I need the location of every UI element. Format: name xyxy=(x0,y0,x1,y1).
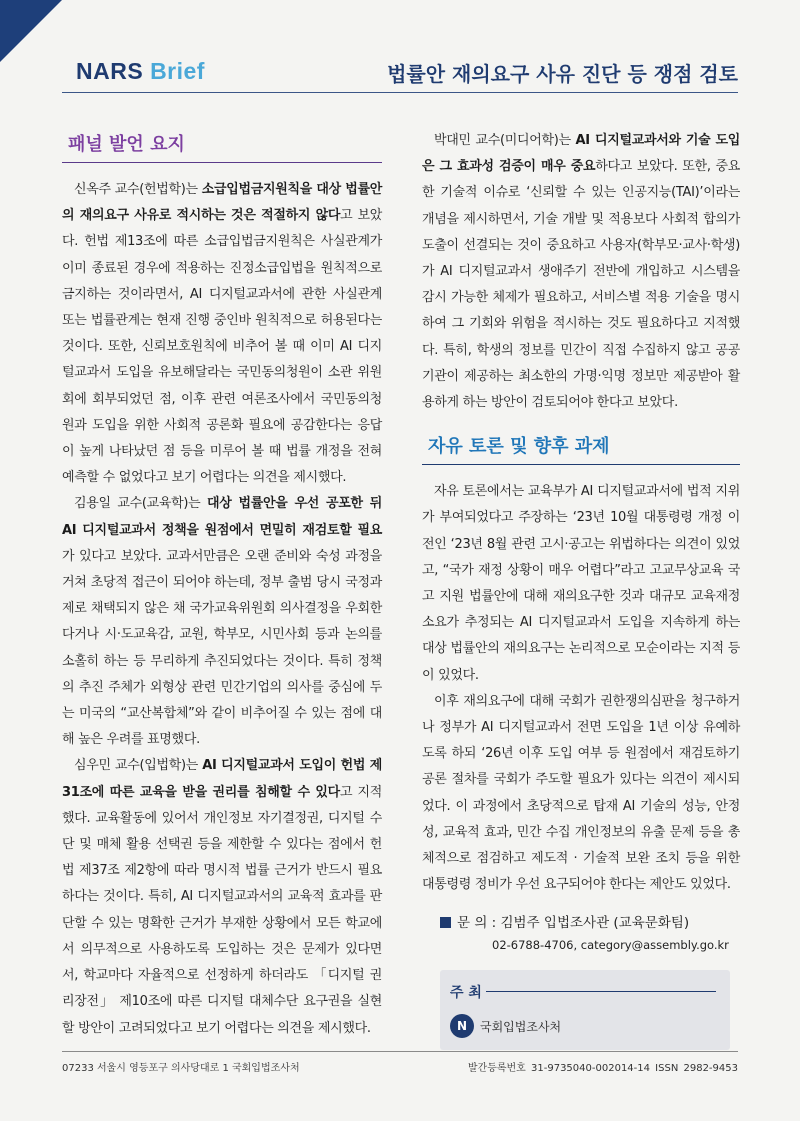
paragraph-shim xyxy=(62,753,382,1041)
emphasis-text: AI 디지털교과서 도입이 헌법 제31조에 따른 교육을 받을 권리를 침해할 수 있다 xyxy=(62,758,382,800)
host-name: 국회입법조사처 xyxy=(480,1020,562,1035)
section-divider xyxy=(422,464,740,465)
assembly-emblem-icon: N xyxy=(450,1014,474,1038)
body-text: 심우민 교수(입법학)는 xyxy=(74,758,203,774)
contact-line: 문 의 : 김범주 입법조사관 (교육문화팀) xyxy=(457,915,690,932)
paragraph-future xyxy=(422,689,740,899)
body-text: 고 보았다. 헌법 제13조에 따른 소급입법금지원칙은 사실관계가 이미 종료된 경우에 적용하는 진정소급입법을 원칙적으로 금지하는 것이라면서, AI 디지털교과서에 관한 사실관계 또는 법률관계는 현재 진행 중인바 원칙적으로 허용된다는 것이다. 또한, 신뢰보호원칙에 비추어 볼 때 이미 AI 디지털교과서 도입을 유보해달라는 국민동의청원이 소관 위원회에 회부되었던 점, 이후 관련 여론조사에서 국민동의청원과 도입을 위한 사회적 공론화 필요에 공감한다는 응답이 높게 나타났던 점 등을 미루어 볼 때 법률 개정을 전혀 예측할 수 없었다고 보기 어렵다는 의견을 제시했다. xyxy=(62,208,382,486)
emphasis-text: 대상 법률안을 우선 공포한 뒤 AI 디지털교과서 정책을 원점에서 면밀히 재검토할 필요 xyxy=(62,496,383,538)
right-column xyxy=(422,128,740,1050)
left-column xyxy=(62,128,382,1042)
body-text: 김용일 교수(교육학)는 xyxy=(74,496,208,512)
body-text: 가 있다고 보았다. 교과서만큼은 오랜 준비와 숙성 과정을 거쳐 초당적 접근이 되어야 하는데, 정부 출범 당시 국정과제로 채택되지 않은 채 국가교육위원회 의사결정을 우회한다거나 시·도교육감, 교원, 학부모, 시민사회 등과 논의를 소홀히 하는 등 무리하게 추진되었다는 것이다. 특히 정책의 추진 주체가 외형상 관련 민간기업의 의사를 중심에 두는 미국의 “교산복합체”와 같이 비추어질 수 있는 점에 대해 높은 우려를 표명했다. xyxy=(62,548,382,748)
emphasis-text: 소급입법금지원칙을 대상 법률안의 재의요구 사유로 적시하는 것은 적절하지 않다 xyxy=(62,182,382,224)
section-title-discussion: 자유 토론 및 향후 과제 xyxy=(428,436,610,458)
body-text: 하다고 보았다. 또한, 중요한 기술적 이슈로 ‘신뢰할 수 있는 인공지능(TAI)’이라는 개념을 제시하면서, 기술 개발 및 적용보다 사회적 합의가 도출이 선결되는 것이 중요하고 사용자(학부모·교사·학생)가 AI 디지털교과서 생애주기 전반에 개입하고 시스템을 감시 가능한 체제가 필요하고, 서비스별 적용 기술을 명시하여 그 기회와 위험을 적시하는 것도 필요하다고 지적했다. 특히, 학생의 정보를 민간이 직접 수집하지 않고 공공기관이 제공하는 최소한의 가명·익명 정보만 제공받아 활용하게 하는 방안이 검토되어야 한다고 보았다. xyxy=(422,159,740,411)
corner-decoration xyxy=(0,0,62,62)
paragraph-shin xyxy=(62,177,382,491)
nars-brief-logo: NARS Brief xyxy=(76,58,205,84)
footer-address: 07233 서울시 영등포구 의사당대로 1 국회입법조사처 xyxy=(62,1063,300,1074)
page-title: 법률안 재의요구 사유 진단 등 쟁점 검토 xyxy=(387,62,738,86)
body-text: 박대민 교수(미디어학)는 xyxy=(434,133,576,148)
body-text: 고 지적했다. 교육활동에 있어서 개인정보 자기결정권, 디지털 수단 및 매체 활용 선택권 등을 제한할 수 있다는 점에서 헌법 제37조 제2항에 따라 명시적 법률 근거가 반드시 필요하다는 것이다. 특히, AI 디지털교과서의 교육적 효과를 판단할 수 있는 명확한 근거가 부재한 상황에서 모든 학교에서 의무적으로 사용하도록 도입하는 것은 문제가 있다면서, 학교마다 자율적으로 선정하게 하더라도 「디지털 권리장전」 제10조에 따른 디지털 대체수단 요구권을 실현할 방안이 고려되었다고 보기 어렵다는 의견을 제시했다. xyxy=(62,784,383,1036)
section-divider xyxy=(62,162,382,163)
contact-info xyxy=(422,912,740,956)
contact-details: 02-6788-4706, category@assembly.go.kr xyxy=(492,938,729,953)
square-bullet-icon xyxy=(440,917,451,928)
host-label: 주 최 xyxy=(450,985,482,1002)
body-text: 자유 토론에서는 교육부가 AI 디지털교과서에 법적 지위가 부여되었다고 주장하는 ‘23년 10월 대통령령 개정 이전인 ‘23년 8월 관련 고시·공고는 위법하다는 의견이 있었고, “국가 재정 상황이 매우 어렵다”라고 고교무상교육 국고 지원 법률안에 대해 재의요구한 것과 대규모 교육재정 소요가 추정되는 AI 디지털교과서 도입을 지속하게 하는 대상 법률안의 재의요구는 논리적으로 모순이라는 지적 등이 있었다. xyxy=(422,484,740,683)
paragraph-discussion xyxy=(422,479,740,689)
paragraph-park xyxy=(422,128,740,416)
section-title-panel: 패널 발언 요지 xyxy=(68,134,185,155)
paragraph-kim xyxy=(62,491,382,753)
footer-registration: 발간등록번호 31-9735040-002014-14 ISSN 2982-9453 xyxy=(467,1063,738,1074)
host-divider xyxy=(486,991,716,992)
host-box xyxy=(440,970,730,1050)
body-text: 신옥주 교수(헌법학)는 xyxy=(74,182,202,197)
body-text: 이후 재의요구에 대해 국회가 권한쟁의심판을 청구하거나 정부가 AI 디지털교과서 전면 도입을 1년 이상 유예하도록 하되 ‘26년 이후 도입 여부 등 원점에서 재검토하기 공론 절차를 국회가 주도할 필요가 있다는 의견이 제시되었다. 이 과정에서 초당적으로 탑재 AI 기술의 성능, 안정성, 교육적 효과, 민간 수집 개인정보의 유출 문제 등을 총체적으로 점검하고 제도적 · 기술적 보완 조치 등을 위한 대통령령 정비가 우선 요구되어야 한다는 제안도 있었다. xyxy=(422,693,740,893)
emphasis-text: AI 디지털교과서와 기술 도입은 그 효과성 검증이 매우 중요 xyxy=(422,133,740,175)
header-divider xyxy=(62,92,738,93)
footer-divider xyxy=(62,1051,738,1052)
